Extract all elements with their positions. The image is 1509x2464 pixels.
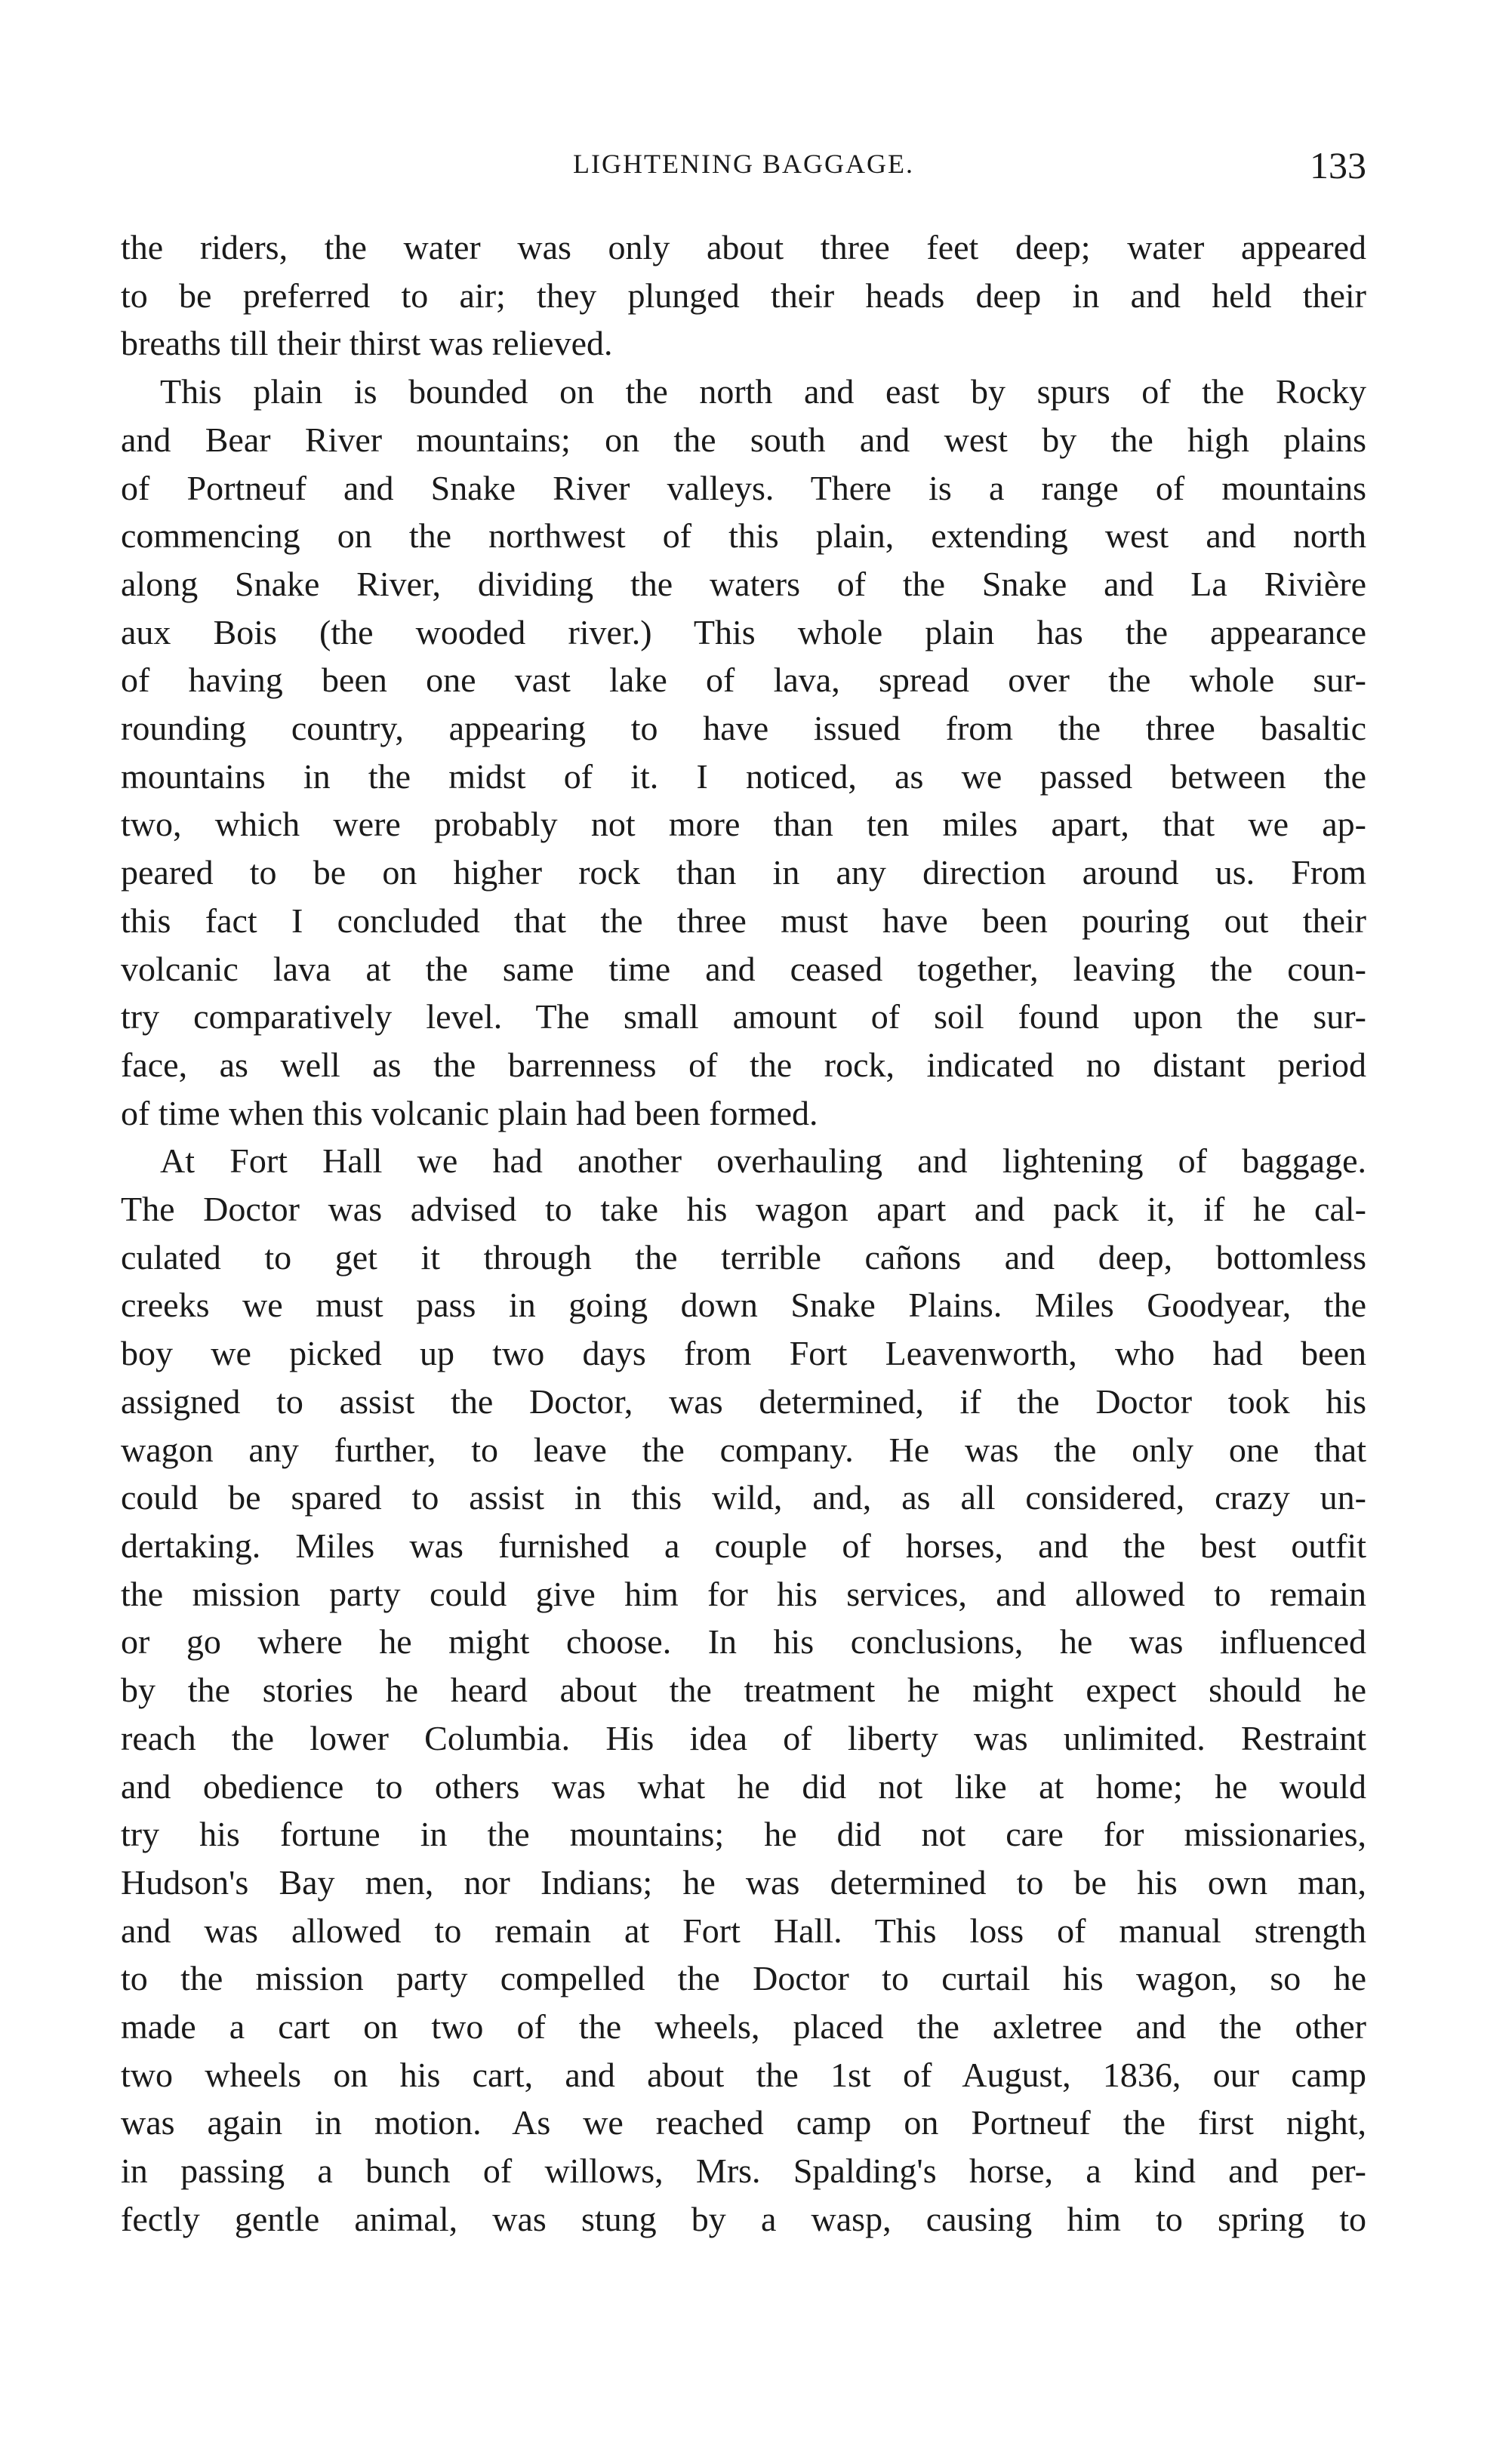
body-text [121,223,1366,2244]
text-line: two wheels on his cart, and about the 1st of August, 1836, our camp [121,2055,1366,2094]
text-line: and Bear River mountains; on the south and west by the high plains [121,420,1366,459]
text-line: and was allowed to remain at Fort Hall. This loss of manual strength [121,1911,1366,1950]
text-line: or go where he might choose. In his conclusions, he was influenced [121,1622,1366,1662]
text-line: breaths till their thirst was relieved. [121,324,613,363]
text-line: Hudson's Bay men, nor Indians; he was determined to be his own man, [121,1862,1366,1902]
text-line: aux Bois (the wooded river.) This whole plain has the appearance [121,612,1366,651]
text-line: of Portneuf and Snake River valleys. There is a range of mountains [121,468,1366,507]
text-line: made a cart on two of the wheels, placed the axletree and the other [121,2007,1366,2047]
text-line: culated to get it through the terrible cañons and deep, bottomless [121,1237,1366,1277]
text-line: rounding country, appearing to have issued from the three basaltic [121,709,1366,748]
text-line: the riders, the water was only about three feet deep; water appeared [121,228,1366,266]
text-line: of time when this volcanic plain had been formed. [121,1093,818,1132]
text-line: this fact I concluded that the three must have been pouring out their [121,901,1366,940]
text-line: assigned to assist the Doctor, was determined, if the Doctor took his [121,1381,1366,1421]
text-line: the mission party could give him for his services, and allowed to remain [121,1574,1366,1613]
page-number: 133 [1310,144,1366,186]
paragraph-3 [121,1137,1366,2243]
text-line: volcanic lava at the same time and ceased together, leaving the coun- [121,949,1366,988]
text-line: creeks we must pass in going down Snake Plains. Miles Goodyear, the [121,1286,1366,1325]
text-line: try comparatively level. The small amount of soil found upon the sur- [121,997,1366,1036]
text-line: try his fortune in the mountains; he did not care for missionaries, [121,1815,1366,1854]
text-line: commencing on the northwest of this plain, extending west and north [121,516,1366,556]
text-line: by the stories he heard about the treatment he might expect should he [121,1671,1366,1710]
text-line: boy we picked up two days from Fort Leavenworth, who had been [121,1334,1366,1373]
text-line: two, which were probably not more than ten miles apart, that we ap- [121,805,1366,844]
text-line: The Doctor was advised to take his wagon apart and pack it, if he cal- [121,1190,1366,1229]
text-line: and obedience to others was what he did not like at home; he would [121,1766,1366,1806]
text-line: This plain is bounded on the north and east by spurs of the Rocky [160,372,1366,411]
text-line: to be preferred to air; they plunged their heads deep in and held their [121,276,1366,315]
text-line: was again in motion. As we reached camp on Portneuf the first night, [121,2103,1366,2142]
text-line: could be spared to assist in this wild, and, as all considered, crazy un- [121,1478,1366,1517]
text-line: to the mission party compelled the Doctor to curtail his wagon, so he [121,1959,1366,1998]
text-line: face, as well as the barrenness of the rock, indicated no distant period [121,1045,1366,1084]
text-line: fectly gentle animal, was stung by a wasp, causing him to spring to [121,2199,1366,2238]
text-line: of having been one vast lake of lava, spread over the whole sur- [121,661,1366,700]
text-line: mountains in the midst of it. I noticed, as we passed between the [121,756,1366,796]
text-line: reach the lower Columbia. His idea of liberty was unlimited. Restraint [121,1718,1366,1757]
running-title: LIGHTENING BAGGAGE. [573,149,914,179]
text-line: At Fort Hall we had another overhauling and lightening of baggage. [160,1141,1366,1181]
text-line: along Snake River, dividing the waters of the Snake and La Rivière [121,564,1366,603]
text-line: dertaking. Miles was furnished a couple of horses, and the best outfit [121,1526,1366,1565]
text-line: wagon any further, to leave the company. He was the only one that [121,1430,1366,1469]
text-line: in passing a bunch of willows, Mrs. Spalding's horse, a kind and per- [121,2151,1366,2191]
text-line: peared to be on higher rock than in any direction around us. From [121,853,1366,892]
paragraph-1 [121,223,1366,368]
running-head [121,144,1366,201]
paragraph-2 [121,368,1366,1137]
